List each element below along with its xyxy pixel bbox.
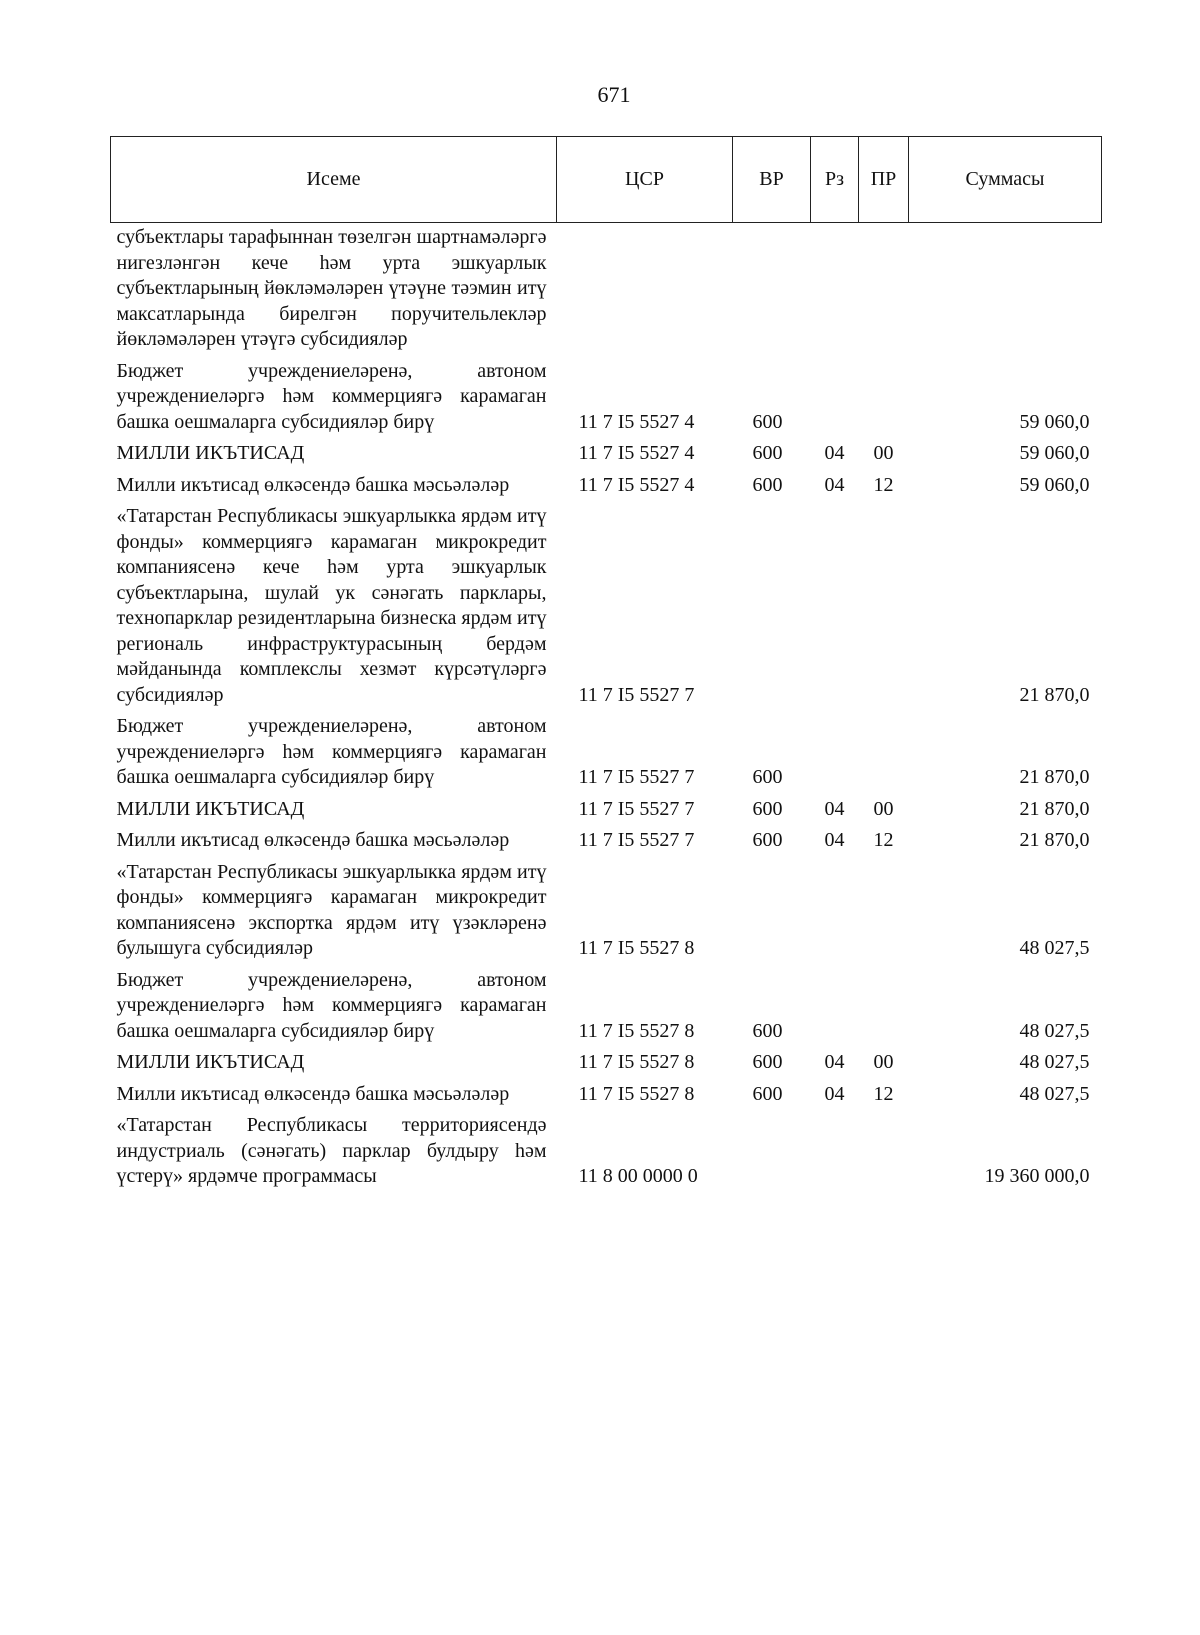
row-name-cell: МИЛЛИ ИКЪТИСАД [116,797,305,820]
table-row [111,500,1102,710]
row-csr-cell: 11 7 I5 5527 8 [578,1019,695,1042]
table-row [111,964,1102,1047]
row-vr-cell: 600 [752,797,783,820]
table-row [111,856,1102,964]
table-row [111,223,1102,355]
row-name-cell: МИЛЛИ ИКЪТИСАД [116,442,305,464]
row-csr-cell: 11 7 I5 5527 8 [578,1082,695,1105]
row-rz-cell: 04 [824,829,845,851]
row-rz-cell [811,223,859,355]
row-sum-cell: 59 060,0 [1019,473,1090,496]
row-vr-cell [733,856,811,964]
row-sum-cell: 48 027,5 [1019,937,1090,959]
row-sum-cell: 21 870,0 [1019,683,1090,706]
row-sum-cell: 21 870,0 [1019,766,1090,788]
table-row [111,710,1102,793]
row-sum-cell: 59 060,0 [1019,442,1090,464]
row-pr-cell: 12 [873,1082,894,1105]
header-pr: ПР [859,137,909,223]
row-name-cell: Милли икътисад өлкәсендә башка мәсьәләләр [116,829,510,851]
row-name-cell: Милли икътисад өлкәсендә башка мәсьәләләр [116,473,510,496]
table-row [111,469,1102,501]
row-csr-cell: 11 7 I5 5527 7 [578,797,695,820]
row-pr-cell [859,964,909,1047]
row-pr-cell: 00 [873,1051,894,1073]
row-rz-cell: 04 [824,1082,845,1105]
row-sum-cell: 21 870,0 [1019,829,1090,851]
budget-table [110,136,1102,1192]
row-vr-cell: 600 [752,1019,783,1042]
row-rz-cell [811,964,859,1047]
row-name-cell: Бюджет учреждениеләренә, автоном учреждениеләргә һәм коммерциягә карамаган башка оешмаларга субсидияләр бирү [116,359,547,433]
table-row [111,1078,1102,1110]
row-vr-cell [733,500,811,710]
row-csr-cell: 11 7 I5 5527 4 [578,410,695,433]
row-rz-cell [811,355,859,438]
row-sum-cell: 21 870,0 [1019,797,1090,820]
header-sum: Суммасы [909,137,1102,223]
row-csr-cell [557,223,733,355]
row-name-cell: Бюджет учреждениеләренә, автоном учреждениеләргә һәм коммерциягә карамаган башка оешмаларга субсидияләр бирү [116,968,547,1042]
row-csr-cell: 11 7 I5 5527 8 [578,937,695,959]
row-rz-cell: 04 [824,473,845,496]
row-pr-cell [859,355,909,438]
row-sum-cell: 48 027,5 [1019,1019,1090,1042]
row-sum-cell: 48 027,5 [1019,1082,1090,1105]
row-rz-cell [811,710,859,793]
row-vr-cell: 600 [752,766,783,788]
row-rz-cell: 04 [824,442,845,464]
row-pr-cell [859,1109,909,1192]
row-pr-cell: 12 [873,473,894,496]
row-name-cell: МИЛЛИ ИКЪТИСАД [116,1051,305,1073]
row-csr-cell: 11 7 I5 5527 4 [578,473,695,496]
row-pr-cell [859,710,909,793]
table-row [111,793,1102,825]
row-vr-cell [733,223,811,355]
row-rz-cell [811,1109,859,1192]
row-name-cell: «Татарстан Республикасы эшкуарлыкка ярдәм итү фонды» коммерциягә карамаган микрокредит компаниясенә экспортка ярдәм итү үзәкләренә булышуга субсидияләр [116,860,547,959]
row-rz-cell [811,856,859,964]
row-vr-cell: 600 [752,829,783,851]
table-row [111,1109,1102,1192]
row-pr-cell: 12 [873,829,894,851]
page-number: 671 [597,82,631,107]
row-name-cell: «Татарстан Республикасы территориясендә индустриаль (сәнәгать) парклар булдыру һәм үстерү» ярдәмче программасы [116,1114,547,1187]
row-vr-cell: 600 [752,1082,783,1105]
row-vr-cell: 600 [752,442,783,464]
table-row [111,355,1102,438]
row-csr-cell: 11 7 I5 5527 8 [578,1051,695,1073]
row-rz-cell: 04 [824,1051,845,1073]
row-pr-cell [859,856,909,964]
table-row [111,824,1102,856]
table-row [111,437,1102,469]
row-sum-cell: 19 360 000,0 [984,1165,1090,1187]
row-rz-cell [811,500,859,710]
row-sum-cell: 48 027,5 [1019,1051,1090,1073]
row-pr-cell [859,500,909,710]
table-header [111,137,1102,223]
header-rz: Рз [811,137,859,223]
row-csr-cell: 11 7 I5 5527 7 [578,766,695,788]
row-name-cell: субъектлары тарафыннан төзелгән шартнамәләргә нигезләнгән кече һәм урта эшкуарлык субъектларының йөкләмәләрен үтәүне тәэмин итү максатларында бирелгән поручительлекләр йөкләмәләрен үтәүгә субсидияләр [116,226,547,350]
row-vr-cell [733,1109,811,1192]
row-sum-cell [909,223,1102,355]
row-pr-cell: 00 [873,797,894,820]
row-sum-cell: 59 060,0 [1019,410,1090,433]
row-rz-cell: 04 [824,797,845,820]
row-vr-cell: 600 [752,410,783,433]
header-name: Исеме [111,137,557,223]
row-vr-cell: 600 [752,473,783,496]
row-name-cell: Бюджет учреждениеләренә, автоном учреждениеләргә һәм коммерциягә карамаган башка оешмаларга субсидияләр бирү [116,715,547,788]
table-row [111,1046,1102,1078]
row-csr-cell: 11 7 I5 5527 7 [578,683,695,706]
row-vr-cell: 600 [752,1051,783,1073]
header-csr: ЦСР [557,137,733,223]
row-pr-cell: 00 [873,442,894,464]
row-pr-cell [859,223,909,355]
table-body [111,223,1102,1192]
header-vr: ВР [733,137,811,223]
row-csr-cell: 11 7 I5 5527 7 [578,829,695,851]
row-name-cell: «Татарстан Республикасы эшкуарлыкка ярдәм итү фонды» коммерциягә карамаган микрокредит компаниясенә кече һәм урта эшкуарлык субъектларына, шулай ук сәнәгать парклары, технопарклар резидентларына бизнеска ярдәм итү региональ инфраструктурасының бердәм мәйданында комплекслы хезмәт күрсәтүләргә субсидияләр [116,505,547,706]
row-csr-cell: 11 8 00 0000 0 [578,1165,698,1187]
row-csr-cell: 11 7 I5 5527 4 [578,442,695,464]
row-name-cell: Милли икътисад өлкәсендә башка мәсьәләләр [116,1082,510,1105]
